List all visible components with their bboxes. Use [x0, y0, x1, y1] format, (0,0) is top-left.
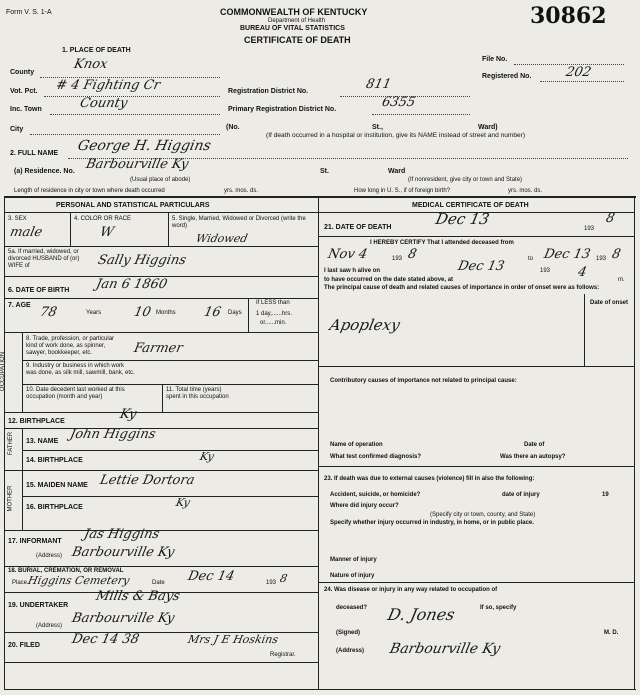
- last-saw-line: I last saw h alive on: [324, 268, 381, 274]
- medical-section-title: MEDICAL CERTIFICATE OF DEATH: [412, 202, 529, 209]
- age-label: 7. AGE: [8, 302, 31, 309]
- filed-value: Dec 14 38: [70, 632, 141, 647]
- grid-line: [4, 332, 318, 333]
- burial-date-value: Dec 14: [186, 569, 236, 584]
- dob-label: 6. DATE OF BIRTH: [8, 287, 70, 294]
- dob-value: Jan 6 1860: [94, 277, 169, 292]
- how-long-us: How long in U. S., if of foreign birth?: [354, 188, 451, 194]
- autopsy-label: Was there an autopsy?: [500, 454, 566, 460]
- mother-birthplace-value: Ky: [174, 496, 192, 509]
- disease-occupation-label: 24. Was disease or injury in any way related to occupation of: [324, 587, 498, 593]
- inc-town-label: Inc. Town: [10, 106, 42, 113]
- personal-section-title: PERSONAL AND STATISTICAL PARTICULARS: [56, 202, 210, 209]
- age-years-word: Years: [86, 310, 102, 316]
- registration-district-label: Registration District No.: [228, 88, 309, 95]
- mother-maiden-label: 15. MAIDEN NAME: [26, 482, 88, 489]
- burial-place-label: Place: [12, 580, 28, 586]
- hospital-note: (If death occurred in a hospital or institution, give its NAME instead of street and number): [266, 132, 526, 139]
- spouse-label: 5a. If married, widowed, or divorced HUSBAND of (or) WIFE of: [8, 249, 80, 269]
- occupation-8-value: Farmer: [132, 341, 185, 356]
- city-label: City: [10, 126, 24, 133]
- year-a: 193: [392, 256, 403, 262]
- center-divider: [318, 196, 319, 690]
- burial-place-value: Higgins Cemetery: [26, 574, 131, 587]
- birthplace-value: Ky: [118, 407, 138, 422]
- age-months-word: Months: [156, 310, 176, 316]
- section-divider: [4, 196, 636, 198]
- father-side-label: FATHER: [8, 431, 15, 456]
- to-word: to: [528, 256, 534, 262]
- registered-no-value: 202: [564, 65, 593, 80]
- left-border: [4, 196, 5, 690]
- registered-no-line: [540, 81, 624, 82]
- occupation-10-label: 10. Date decedent last worked at this occupation (month and year): [26, 387, 125, 400]
- father-birthplace-value: Ky: [198, 450, 216, 463]
- age-days: 16: [202, 305, 223, 320]
- primary-district-value: 6355: [380, 95, 417, 110]
- grid-line: [4, 246, 318, 247]
- nature-label: Nature of injury: [330, 573, 375, 579]
- age-days-word: Days: [228, 310, 242, 316]
- mother-maiden-value: Lettie Dortora: [98, 473, 196, 488]
- bottom-border: [4, 689, 636, 690]
- ward-label: Ward): [478, 124, 498, 131]
- deceased-label: deceased?: [336, 605, 368, 611]
- undertaker-address-value: Barbourville Ky: [70, 611, 176, 626]
- age-months: 10: [132, 305, 153, 320]
- vot-pct-value: # 4 Fighting Cr: [54, 78, 162, 93]
- principal-cause-line: The principal cause of death and related causes of importance in order of onset were as follows:: [324, 285, 600, 291]
- grid-line: [318, 236, 634, 237]
- grid-line: [70, 212, 71, 246]
- one-day: 1 day,......hrs.: [256, 311, 292, 317]
- registrar-value: Mrs J E Hoskins: [186, 633, 280, 646]
- father-birthplace-label: 14. BIRTHPLACE: [26, 457, 83, 464]
- burial-label: 18. BURIAL, CREMATION, OR REMOVAL: [8, 568, 124, 574]
- primary-district-label: Primary Registration District No.: [228, 106, 337, 113]
- death-year-prefix: 193: [584, 226, 595, 232]
- death-year-value: 8: [604, 211, 616, 226]
- physician-address-value: Barbourville Ky: [388, 641, 502, 657]
- if-less-than: If LESS than: [256, 300, 290, 306]
- year-b-value: 8: [610, 247, 622, 262]
- operation-date-label: Date of: [524, 442, 545, 448]
- registration-district-value: 811: [364, 77, 393, 92]
- usual-place-note: (Usual place of abode): [130, 177, 191, 183]
- marital-value: Widowed: [194, 232, 249, 245]
- color-value: W: [98, 225, 116, 240]
- filed-label: 20. FILED: [8, 642, 40, 649]
- or-min: or......min.: [260, 320, 287, 326]
- no-label: (No.: [226, 124, 240, 131]
- sex-label: 3. SEX: [8, 216, 27, 222]
- inc-town-line: [50, 114, 220, 115]
- grid-line: [318, 366, 634, 367]
- bureau-line: BUREAU OF VITAL STATISTICS: [240, 25, 345, 32]
- injury-year-prefix: 19: [602, 492, 609, 498]
- county-value: Knox: [72, 57, 109, 72]
- right-border: [634, 196, 635, 690]
- residence-st-label: St.: [320, 168, 329, 175]
- burial-year-value: 8: [278, 572, 289, 585]
- age-years: 78: [38, 305, 59, 320]
- grid-line: [22, 428, 23, 530]
- inc-town-value: County: [78, 96, 129, 111]
- sex-value: male: [8, 225, 44, 240]
- place-of-death-heading: 1. PLACE OF DEATH: [62, 47, 131, 54]
- death-time-value: 4: [576, 265, 588, 280]
- external-causes-line: 23. If death was due to external causes (violence) fill in also the following:: [324, 476, 535, 482]
- commonwealth-title: COMMONWEALTH OF KENTUCKY: [220, 7, 368, 17]
- burial-date-label: Date: [152, 580, 165, 586]
- father-name-label: 13. NAME: [26, 438, 59, 445]
- industry-injury-label: Specify whether injury occurred in industry, in home, or in public place.: [330, 520, 534, 526]
- occupation-9-label: 9. Industry or business in which work was done, as silk mill, sawmill, bank, etc.: [26, 363, 135, 376]
- date-of-death-label: 21. DATE OF DEATH: [324, 224, 392, 231]
- father-name-value: John Higgins: [68, 427, 157, 442]
- grid-line: [22, 384, 318, 385]
- accident-label: Accident, suicide, or homicide?: [330, 492, 421, 498]
- date-of-death-value: Dec 13: [434, 210, 492, 228]
- full-name-label: 2. FULL NAME: [10, 150, 59, 157]
- grid-line: [4, 566, 318, 567]
- year-b: 193: [596, 256, 607, 262]
- undertaker-label: 19. UNDERTAKER: [8, 602, 69, 609]
- grid-line: [4, 412, 318, 413]
- county-label: County: [10, 69, 35, 76]
- grid-line: [4, 530, 318, 531]
- grid-line: [584, 294, 585, 366]
- informant-label: 17. INFORMANT: [8, 538, 62, 545]
- vot-pct-label: Vot. Pct.: [10, 88, 38, 95]
- death-occurred-line: to have occurred on the date stated above, at: [324, 277, 454, 283]
- residence-label: (a) Residence. No.: [14, 168, 75, 175]
- residence-duration: yrs. mos. ds.: [224, 188, 259, 194]
- last-saw-value: Dec 13: [456, 259, 506, 274]
- manner-label: Manner of injury: [330, 557, 377, 563]
- informant-address-value: Barbourville Ky: [70, 545, 176, 560]
- signature-value: D. Jones: [386, 605, 457, 624]
- registered-no-label: Registered No.: [482, 73, 532, 80]
- personal-header-line: [4, 212, 318, 213]
- grid-line: [22, 360, 318, 361]
- mother-birthplace-label: 16. BIRTHPLACE: [26, 504, 83, 511]
- contributory-label: Contributory causes of importance not related to principal cause:: [330, 378, 517, 384]
- date-of-onset-label: Date of onset: [590, 300, 629, 306]
- city-line: [30, 134, 220, 135]
- residence-ward-label: Ward: [388, 168, 406, 175]
- grid-line: [248, 298, 249, 332]
- occupation-8-label: 8. Trade, profession, or particular kind of work done, as spinner, sawyer, bookkeeper, etc.: [26, 336, 115, 356]
- physician-address-label: (Address): [336, 648, 365, 654]
- occupation-side-label: OCCUPATION: [0, 351, 7, 392]
- grid-line: [22, 496, 318, 497]
- grid-line: [4, 428, 318, 429]
- full-name-value: George H. Higgins: [76, 138, 213, 154]
- where-injury-note: (Specify city or town, county, and State): [430, 512, 536, 518]
- us-duration: yrs. mos. ds.: [508, 188, 543, 194]
- attended-to: Dec 13: [542, 247, 592, 262]
- attended-from: Nov 4: [326, 247, 369, 262]
- registrar-label: Registrar.: [270, 652, 296, 658]
- department-line: Department of Health: [268, 18, 326, 24]
- form-number: Form V. S. 1-A: [6, 9, 52, 16]
- if-so-specify: If so, specify: [480, 605, 517, 611]
- diagnosis-label: What test confirmed diagnosis?: [330, 454, 422, 460]
- primary-district-line: [372, 114, 470, 115]
- signed-label: (Signed): [336, 630, 360, 636]
- vot-pct-line: [44, 96, 220, 97]
- injury-date-label: date of injury: [502, 492, 540, 498]
- occupation-11-label: 11. Total time (years) spent in this occupation: [166, 387, 229, 400]
- where-injury-label: Where did injury occur?: [330, 503, 399, 509]
- year-c: 193: [540, 268, 551, 274]
- file-no-label: File No.: [482, 56, 508, 63]
- grid-line: [162, 384, 163, 412]
- certify-line: I HEREBY CERTIFY That I attended deceased from: [370, 240, 514, 246]
- certificate-title: CERTIFICATE OF DEATH: [244, 35, 351, 45]
- death-m-label: m.: [618, 277, 625, 283]
- birthplace-label: 12. BIRTHPLACE: [8, 418, 65, 425]
- grid-line: [168, 212, 169, 246]
- residence-value: Barbourville Ky: [84, 157, 190, 172]
- color-label: 4. COLOR OR RACE: [74, 216, 132, 222]
- grid-line: [4, 470, 318, 471]
- file-number: 30862: [530, 3, 607, 29]
- undertaker-value: Mills & Bays: [94, 589, 182, 604]
- cause-value: Apoplexy: [328, 316, 402, 334]
- grid-line: [4, 298, 318, 299]
- marital-label: 5. Single, Married, Widowed or Divorced (write the word): [172, 216, 306, 229]
- undertaker-address-label: (Address): [36, 623, 63, 629]
- mother-side-label: MOTHER: [7, 485, 14, 512]
- grid-line: [4, 662, 318, 663]
- informant-value: Jas Higgins: [82, 527, 161, 542]
- year-a-value: 8: [406, 247, 418, 262]
- length-of-residence: Length of residence in city or town where death occurred: [14, 188, 165, 194]
- spouse-value: Sally Higgins: [96, 253, 188, 268]
- burial-year-prefix: 193: [266, 580, 277, 586]
- nonresident-note: (If nonresident, give city or town and State): [408, 177, 523, 183]
- st-label: St.,: [372, 124, 383, 131]
- md-label: M. D.: [604, 630, 619, 636]
- grid-line: [318, 582, 634, 583]
- grid-line: [318, 466, 634, 467]
- informant-address-label: (Address): [36, 553, 63, 559]
- grid-line: [22, 450, 318, 451]
- grid-line: [22, 332, 23, 412]
- operation-label: Name of operation: [330, 442, 383, 448]
